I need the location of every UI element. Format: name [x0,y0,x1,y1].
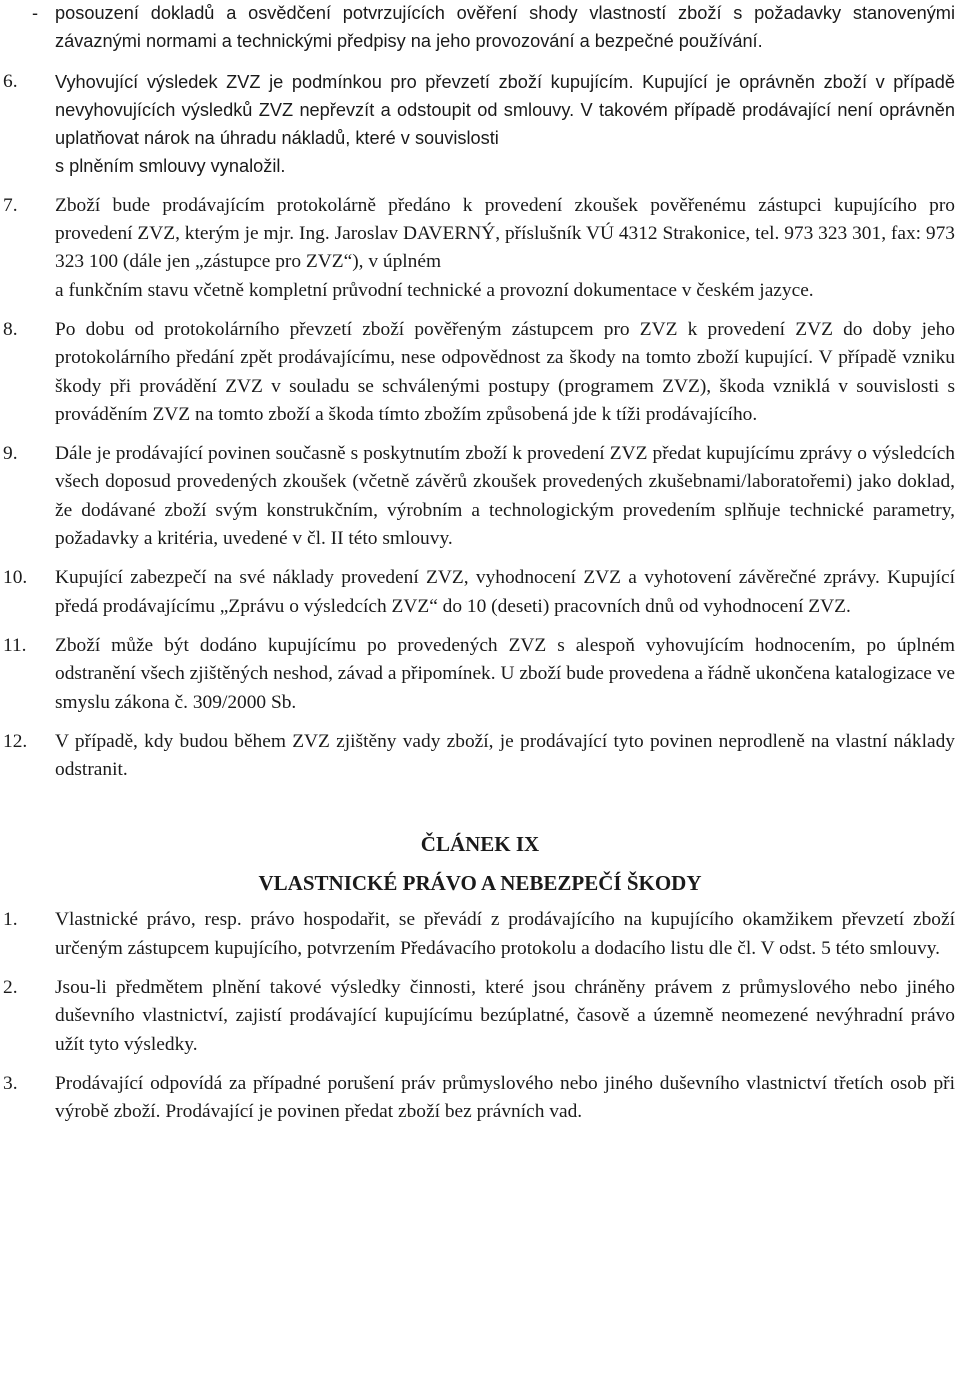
clause-number: 9. [3,443,18,465]
article-clause-2 [0,974,960,1059]
list-marker: - [32,3,39,23]
clause-10 [0,564,960,621]
paragraph: a funkčním stavu včetně kompletní průvodní technické a provozní dokumentace v českém jazyce. [55,279,814,301]
clause-number: 8. [3,318,18,340]
paragraph: Vyhovující výsledek ZVZ je podmínkou pro převzetí zboží kupujícím. Kupující je oprávněn zboží v případě nevyhovujících výsledků ZVZ nepřevzít a odstoupit od smlouvy. V takovém případě prodávající není oprávněn uplatňovat nárok na úhradu nákladů, které v souvislosti [55,71,955,149]
clause-7 [0,192,960,305]
clause-number: 6. [3,70,18,92]
paragraph: s plněním smlouvy vynaložil. [55,156,286,177]
clause-6 [0,68,960,181]
paragraph: V případě, kdy budou během ZVZ zjištěny vady zboží, je prodávající tyto povinen neprodleně na vlastní náklady odstranit. [55,730,955,781]
clause-number: 7. [3,194,18,216]
clause-number: 3. [3,1072,18,1094]
article-clause-3 [0,1070,960,1127]
top-fragment [0,0,960,56]
clause-number: 10. [3,567,28,589]
clause-11 [0,632,960,717]
paragraph: Prodávající odpovídá za případné porušení práv průmyslového nebo jiného duševního vlastnictví třetích osob při výrobě zboží. Prodávající je povinen předat zboží bez právních vad. [55,1072,955,1123]
paragraph: Po dobu od protokolárního převzetí zboží pověřeným zástupcem pro ZVZ k provedení ZVZ do doby jeho protokolárního předání zpět prodávajícímu, nese odpovědnost za škody na tomto zboží kupující. V případě vzniku škody při provádění ZVZ v souladu se schválenými postupy (programem ZVZ), škoda vzniklá v souvislosti s prováděním ZVZ na tomto zboží a škoda tímto zbožím způsobená jde k tíži prodávajícího. [55,318,955,425]
article-subtitle: VLASTNICKÉ PRÁVO A NEBEZPEČÍ ŠKODY [258,871,702,896]
paragraph: Zboží může být dodáno kupujícímu po provedených ZVZ s alespoň vyhovujícím hodnocením, po úplném odstranění všech zjištěných neshod, závad a připomínek. U zboží bude provedena a řádně ukončena katalogizace ve smyslu zákona č. 309/2000 Sb. [55,634,955,713]
paragraph: posouzení dokladů a osvědčení potvrzujících ověření shody vlastností zboží s požadavky stanovenými závaznými normami a technickými předpisy na jeho provozování a bezpečné používání. [55,3,955,52]
article-title: ČLÁNEK IX [420,832,540,857]
clause-number: 11. [3,634,27,656]
paragraph: Jsou-li předmětem plnění takové výsledky činnosti, které jsou chráněny právem z průmyslového nebo jiného duševního vlastnictví, zajistí prodávající kupujícímu bezúplatné, časově a územně neomezené nevýhradní právo užít tyto výsledky. [55,977,955,1055]
clause-number: 2. [3,977,18,999]
article-heading [0,830,960,898]
clause-8 [0,316,960,429]
clause-number: 12. [3,730,28,752]
paragraph: Dále je prodávající povinen současně s poskytnutím zboží k provedení ZVZ předat kupujícímu zprávy o výsledcích všech doposud provedených zkoušek (včetně závěrů zkoušek provedených zkušebnami/laboratořemi) jako doklad, že dodávané zboží svým konstrukčním, výrobním a technologickým provedením splňuje technické parametry, požadavky a kritéria, uvedené v čl. II této smlouvy. [55,443,955,550]
paragraph: Vlastnické právo, resp. právo hospodařit, se převádí z prodávajícího na kupujícího okamžikem převzetí zboží určeným zástupcem kupujícího, potvrzením Předávacího protokolu a dodacího listu dle čl. V odst. 5 této smlouvy. [55,909,955,959]
clause-12 [0,728,960,785]
article-clause-1 [0,906,960,963]
clause-9 [0,440,960,553]
clause-number: 1. [3,909,18,931]
paragraph: Kupující zabezpečí na své náklady provedení ZVZ, vyhodnocení ZVZ a vyhotovení závěrečné zprávy. Kupující předá prodávajícímu „Zprávu o výsledcích ZVZ“ do 10 (deseti) pracovních dnů od vyhodnocení ZVZ. [55,567,955,617]
paragraph: Zboží bude prodávajícím protokolárně předáno k provedení zkoušek pověřenému zástupci kupujícího pro provedení ZVZ, kterým je mjr. Ing. Jaroslav DAVERNÝ, příslušník VÚ 4312 Strakonice, tel. 973 323 301, fax: 973 323 100 (dále jen „zástupce pro ZVZ“), v úplném [55,194,955,273]
